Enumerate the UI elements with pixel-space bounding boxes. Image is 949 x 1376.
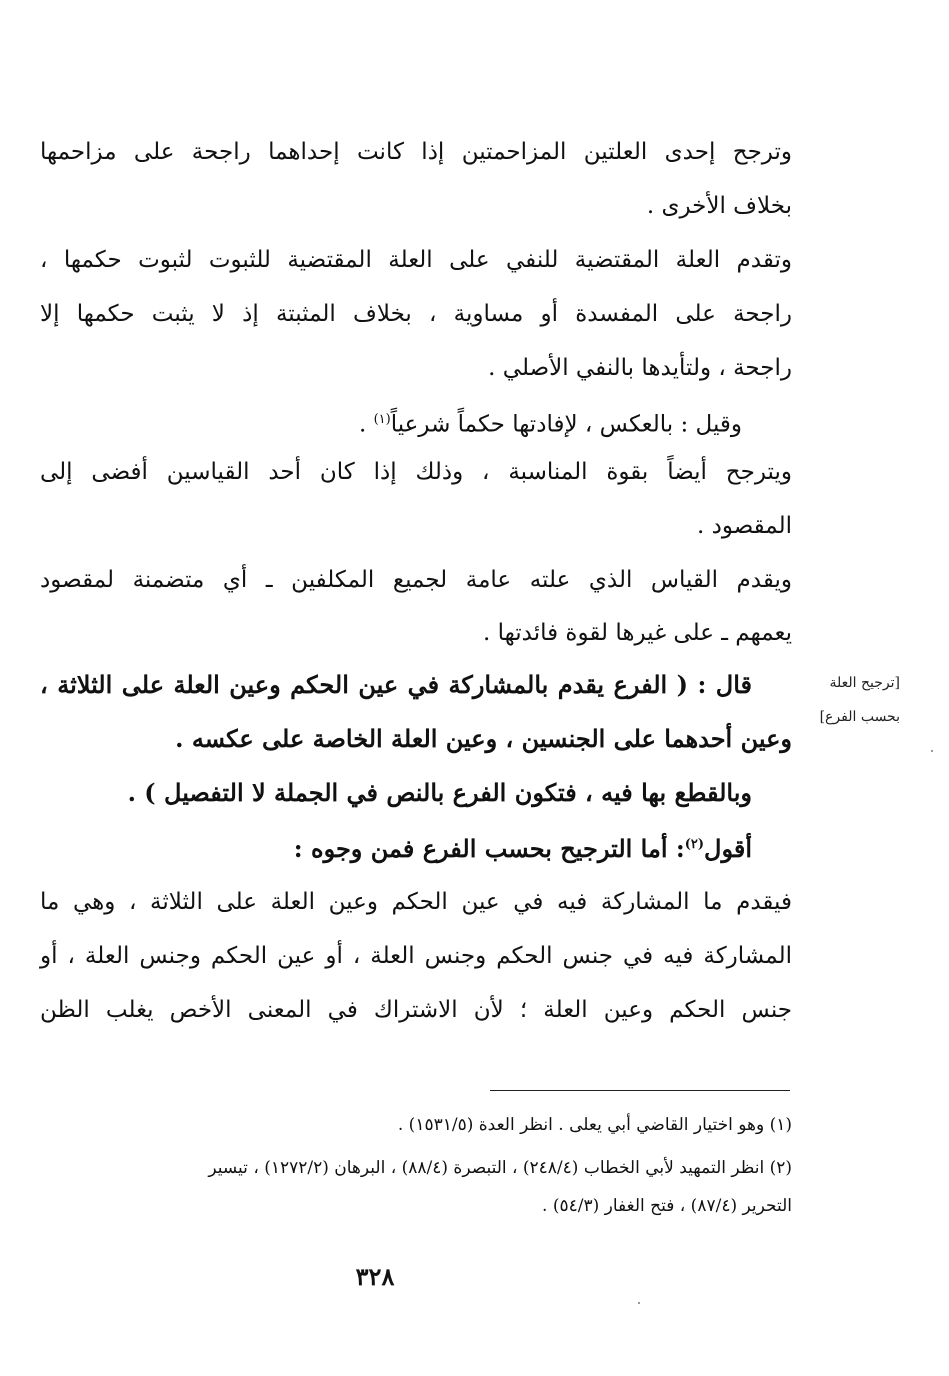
text-span: . bbox=[358, 411, 374, 438]
text-line: المشاركة فيه في جنس الحكم وجنس العلة ، أو عين الحكم وجنس العلة ، أو bbox=[40, 943, 792, 969]
quote-line: وبالقطع بها فيه ، فتكون الفرع بالنص في الجملة لا التفصيل ) . bbox=[127, 778, 752, 807]
footnote: (١) وهو اختيار القاضي أبي يعلى . انظر العدة (١٥٣١/٥) . bbox=[397, 1115, 792, 1135]
quote-line: وعين أحدهما على الجنسين ، وعين العلة الخاصة على عكسه . bbox=[175, 724, 792, 753]
quote-line: قال : ( الفرع يقدم بالمشاركة في عين الحكم وعين العلة على الثلاثة ، bbox=[40, 670, 752, 699]
text-line: جنس الحكم وعين العلة ؛ لأن الاشتراك في المعنى الأخص يغلب الظن bbox=[40, 997, 792, 1023]
footnote: (٢) انظر التمهيد لأبي الخطاب (٢٤٨/٤) ، التبصرة (٨٨/٤) ، البرهان (١٢٧٢/٢) ، تيسير bbox=[208, 1158, 792, 1178]
text-span: أقول bbox=[704, 834, 752, 863]
footnote-ref: (٢) bbox=[684, 837, 705, 852]
footnote-divider bbox=[490, 1090, 790, 1091]
text-line: بخلاف الأخرى . bbox=[646, 193, 792, 219]
margin-note bbox=[800, 666, 900, 734]
footnote-ref: (١) bbox=[373, 412, 391, 427]
text-line: يعمهم ـ على غيرها لقوة فائدتها . bbox=[483, 620, 792, 646]
heading-line bbox=[40, 818, 792, 872]
text-line: راجحة على المفسدة أو مساوية ، بخلاف المثبتة إذ لا يثبت حكمها إلا bbox=[40, 301, 792, 327]
text-line: المقصود . bbox=[696, 513, 792, 539]
margin-note-line: [ترجيح العلة bbox=[829, 675, 900, 691]
footnote: التحرير (٨٧/٤) ، فتح الغفار (٥٤/٣) . bbox=[542, 1196, 792, 1216]
text-span: : أما الترجيح بحسب الفرع فمن وجوه : bbox=[293, 834, 685, 863]
text-line: فيقدم ما المشاركة فيه في عين الحكم وعين العلة على الثلاثة ، وهي ما bbox=[40, 889, 792, 915]
margin-note-line: بحسب الفرع] bbox=[819, 709, 900, 725]
text-line: ويقدم القياس الذي علته عامة لجميع المكلفين ـ أي متضمنة لمقصود bbox=[40, 567, 792, 593]
text-line: راجحة ، ولتأيدها بالنفي الأصلي . bbox=[488, 355, 792, 381]
text-span: وقيل : بالعكس ، لإفادتها حكماً شرعياً bbox=[390, 411, 742, 438]
text-line: وتقدم العلة المقتضية للنفي على العلة المقتضية للثبوت لثبوت حكمها ، bbox=[40, 247, 792, 273]
text-line: ويترجح أيضاً بقوة المناسبة ، وذلك إذا كان أحد القياسين أفضى إلى bbox=[40, 459, 792, 485]
text-line: وترجح إحدى العلتين المزاحمتين إذا كانت إحداهما راجحة على مزاحمها bbox=[40, 139, 792, 165]
page-number: ٣٢٨ bbox=[355, 1262, 395, 1291]
scan-speck bbox=[931, 750, 933, 752]
scan-speck bbox=[638, 1302, 640, 1304]
text-line-with-footnote bbox=[40, 393, 792, 447]
